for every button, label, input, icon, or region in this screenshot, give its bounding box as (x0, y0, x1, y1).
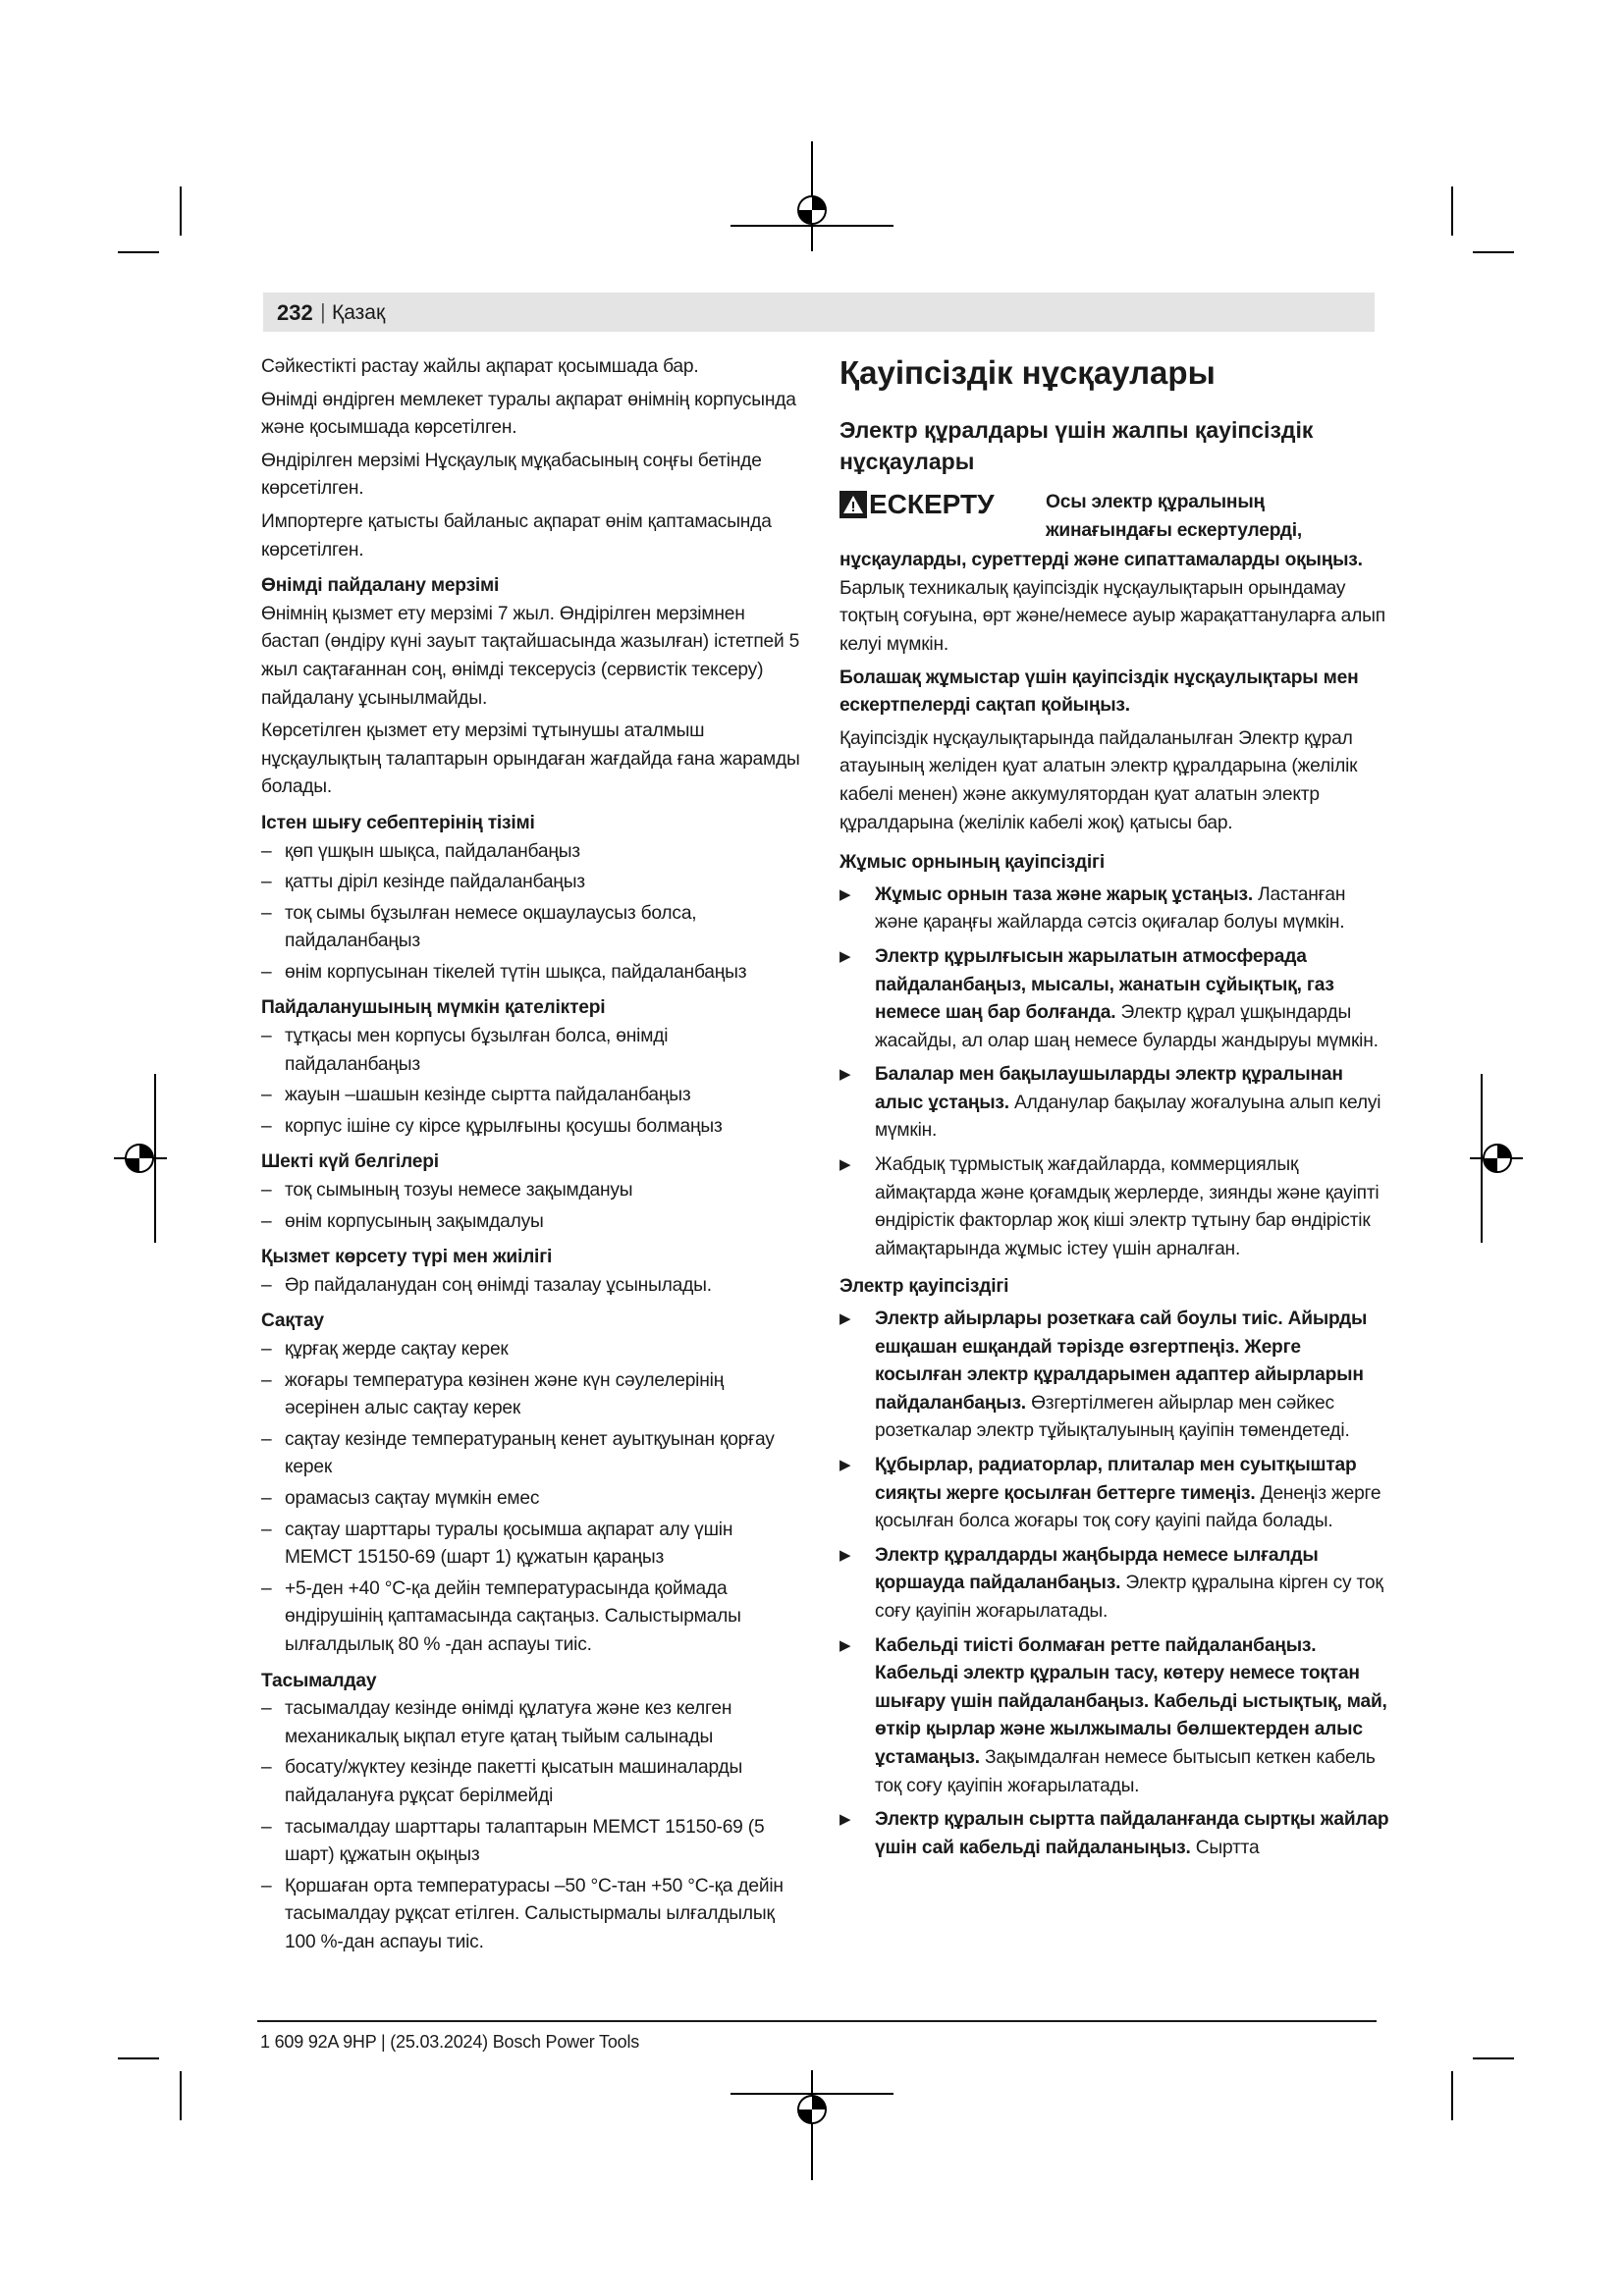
workplace-list (839, 881, 1389, 1264)
crop-mark (180, 2071, 182, 2120)
list-item: – босату/жүктеу кезінде пакетті қысатын машиналарды пайдалануға рұқсат берілмейді (261, 1757, 743, 1806)
transport-list (261, 1695, 801, 1956)
section-heading: Істен шығу себептерінің тізімі (261, 812, 535, 833)
warning-label: ЕСКЕРТУ (869, 489, 995, 519)
intro-paragraph: Өндірілген мерзімі Нұсқаулық мұқабасының соңғы бетінде көрсетілген. (261, 450, 762, 500)
section-subtitle: Электр құралдары үшін жалпы қауіпсіздік нұсқаулары (839, 417, 1314, 474)
warning-bold-text: Осы электр құралының жинағындағы ескертулерді, (1046, 492, 1303, 541)
list-item: – қатты діріл кезінде пайдаланбаңыз (261, 872, 585, 893)
intro-paragraph: Өнімді өндірген мемлекет туралы ақпарат өнімнің корпусында және қосымшада көрсетілген. (261, 389, 796, 439)
list-item: ▶ Электр құрылғысын жарылатын атмосферада пайдаланбаңыз, мысалы, жанатын сұйықтық, газ немесе шаң бар болғанда. Электр құрал ұшқындарды жасайды, ал олар шаң немесе буларды жандыруы мүмкін. (839, 945, 1379, 1051)
list-item: – тасымалдау кезінде өнімді құлатуға және кез келген механикалық ықпал етуге қатаң тыйым салынады (261, 1698, 732, 1747)
section-heading: Сақтау (261, 1310, 324, 1332)
list-item: – тасымалдау шарттары талаптарын МЕМСТ 15150-69 (5 шарт) құжатын оқыңыз (261, 1816, 765, 1866)
warning-badge (839, 491, 995, 519)
list-item: – тоқ сымы бұзылған немесе оқшаулаусыз болса, пайдаланбаңыз (261, 902, 697, 952)
list-item: – қөп үшқын шықса, пайдаланбаңыз (261, 840, 580, 862)
paragraph: Қауіпсіздік нұсқаулықтарында пайдаланылған Электр құрал атауының желіден қуат алатын электр құралдарына (желілік кабелі менен) және аккумулятордан қуат алатын электр құралдарына (желілік кабелі жоқ) қатысы бар. (839, 727, 1358, 833)
section-heading: Электр қауіпсіздігі (839, 1276, 1009, 1298)
keep-instructions-bold: Болашақ жұмыстар үшін қауіпсіздік нұсқаулықтары мен ескертпелерді сақтап қойыңыз. (839, 667, 1359, 717)
list-item: – жауын –шашын кезінде сыртта пайдаланбаңыз (261, 1085, 691, 1106)
section-heading: Пайдаланушының мүмкін қателіктері (261, 997, 606, 1019)
right-column (839, 353, 1389, 1868)
section-heading: Өнімді пайдалану мерзімі (261, 575, 500, 597)
crop-mark (180, 187, 182, 236)
warning-icon (839, 491, 867, 518)
list-item: – жоғары температура көзінен және күн сәулелерінің әсерінен алыс сақтау керек (261, 1369, 725, 1419)
list-item: – корпус ішіне су кірсе құрылғыны қосушы болмаңыз (261, 1115, 723, 1137)
list-item: ▶ Құбырлар, радиаторлар, плиталар мен суытқыштар сияқты жерге қосылған беттерге тимеңіз. Денеңіз жерге қосылған болса жоғары тоқ соғу қауіпі пайда болады. (839, 1455, 1381, 1532)
list-item: ▶ Электр айырлары розеткаға сай боулы тиіс. Айырды ешқашан ешқандай тәрізде өзгертпеңіз. Жерге косылған электр құралдарымен адаптер айырларын пайдаланбаңыз. Өзгертілмеген айырлар мен сәйкес розеткалар электр тұйықталуының қауіпін төмендетеді. (839, 1308, 1368, 1442)
footer-text: 1 609 92A 9HP | (25.03.2024) Bosch Power Tools (260, 2032, 640, 2052)
paragraph: Көрсетілген қызмет ету мерзімі тұтынушы аталмыш нұсқаулықтың талаптарын орындаған жағдайда ғана жарамды болады. (261, 721, 800, 798)
left-column (261, 353, 801, 1960)
registration-mark-top (727, 137, 903, 255)
list-item: – Әр пайдаланудан соң өнімді тазалау ұсынылады. (261, 1274, 712, 1296)
list-item: – сақтау кезінде температураның кенет ауытқуынан қорғау керек (261, 1428, 775, 1478)
list-item: ▶ Балалар мен бақылаушыларды электр құралынан алыс ұстаңыз. Алданулар бақылау жоғалуына алып келуі мүмкін. (839, 1064, 1381, 1142)
paragraph: Өнімнің қызмет ету мерзімі 7 жыл. Өндірілген мерзімнен бастап (өндіру күні зауыт тақтайшасында жазылған) істетпей 5 жыл сақтағаннан соң, өнімді тексерусіз (сервистік тексеру) пайдалану ұсынылмайды. (261, 603, 800, 709)
crop-mark (1451, 2071, 1453, 2120)
list-item: – орамасыз сақтау мүмкін емес (261, 1487, 540, 1509)
warning-text: Барлық техникалық қауіпсіздік нұсқаулықтарын орындамау тоқтың соғуына, өрт және/немесе ауыр жарақаттануларға алып келуі мүмкін. (839, 577, 1385, 655)
list-item: ▶ Кабельді тиісті болмаған ретте пайдаланбаңыз. Кабельді электр құралын тасу, көтеру немесе тоқтан шығару үшін пайдаланбаңыз. Кабельді ыстықтық, май, өткір қырлар және жылжымалы бөлшектерден алыс ұстамаңыз. Зақымдалған немесе бытысып кеткен кабель тоқ соғу қауіпін жоғарылатады. (839, 1634, 1387, 1796)
list-item: ▶ Жұмыс орнын таза және жарық ұстаңыз. Ластанған және қараңғы жайларда сәтсіз оқиғалар болуы мүмкін. (839, 883, 1346, 934)
list-item: – +5-ден +40 °C-қа дейін температурасында қоймада өндірушінің қаптамасында сақтаңыз. Салыстырмалы ылғалдылық 80 % -дан аспауы тиіс. (261, 1577, 741, 1655)
list-item: – Қоршаған орта температурасы –50 °C-тан +50 °C-қа дейін тасымалдау рұқсат етілген. Салыстырмалы ылғалдылық 100 %-дан аспауы тиіс. (261, 1875, 784, 1952)
section-heading: Тасымалдау (261, 1670, 377, 1691)
registration-mark-right (1468, 1070, 1527, 1247)
warning-bold-continuation: нұсқауларды, суреттерді және сипаттамаларды оқыңыз. (839, 550, 1363, 571)
limits-list (261, 1177, 801, 1236)
section-heading: Қызмет көрсету түрі мен жиілігі (261, 1247, 553, 1268)
warning-block (839, 489, 1389, 660)
list-item: – тоқ сымының тозуы немесе зақымдануы (261, 1180, 633, 1201)
header-separator: | (320, 299, 326, 324)
header-band (263, 293, 1375, 332)
crop-mark (118, 251, 159, 253)
registration-mark-left (110, 1070, 169, 1247)
page-title: Қауіпсіздік нұсқаулары (839, 354, 1216, 391)
registration-mark-bottom (727, 2066, 903, 2184)
failures-list (261, 838, 801, 988)
list-item: – тұтқасы мен корпусы бұзылған болса, өнімді пайдаланбаңыз (261, 1026, 669, 1075)
intro-paragraph: Сәйкестікті растау жайлы ақпарат қосымшада бар. (261, 356, 699, 377)
list-item: – сақтау шарттары туралы қосымша ақпарат алу үшін МЕМСТ 15150-69 (шарт 1) құжатын қараңыз (261, 1519, 733, 1569)
electrical-list (839, 1306, 1389, 1862)
footer-rule (257, 2020, 1377, 2022)
page-number: 232 (277, 300, 313, 325)
intro-paragraph: Импортерге қатысты байланыс ақпарат өнім қаптамасында көрсетілген. (261, 510, 772, 561)
crop-mark (118, 2057, 159, 2059)
list-item: ▶ Жабдық тұрмыстық жағдайларда, коммерциялық аймақтарда және қоғамдық жерлерде, зиянды және қауіпті өндірістік факторлар жоқ кіші электр тұтыну бар өндірістік аймақтарында жұмыс істеу үшін арналған. (839, 1154, 1380, 1259)
header-language: Қазақ (332, 301, 386, 324)
list-item: – өнім корпусының зақымдалуы (261, 1210, 544, 1232)
service-list (261, 1272, 801, 1301)
crop-mark (1473, 2057, 1514, 2059)
storage-list (261, 1336, 801, 1660)
list-item: – құрғақ жерде сақтау керек (261, 1339, 509, 1360)
user-errors-list (261, 1023, 801, 1141)
crop-mark (1473, 251, 1514, 253)
list-item: ▶ Электр құралдарды жаңбырда немесе ылғалды қоршауда пайдаланбаңыз. Электр құралына кірген су тоқ соғу қауіпін жоғарылатады. (839, 1544, 1383, 1622)
list-item: – өнім корпусынан тікелей түтін шықса, пайдаланбаңыз (261, 961, 747, 983)
section-heading: Шекті күй белгілері (261, 1151, 439, 1173)
section-heading: Жұмыс орнының қауіпсіздігі (839, 852, 1105, 874)
crop-mark (1451, 187, 1453, 236)
list-item: ▶ Электр құралын сыртта пайдаланғанда сыртқы жайлар үшін сай кабельді пайдаланыңыз. Сыртта (839, 1809, 1389, 1858)
